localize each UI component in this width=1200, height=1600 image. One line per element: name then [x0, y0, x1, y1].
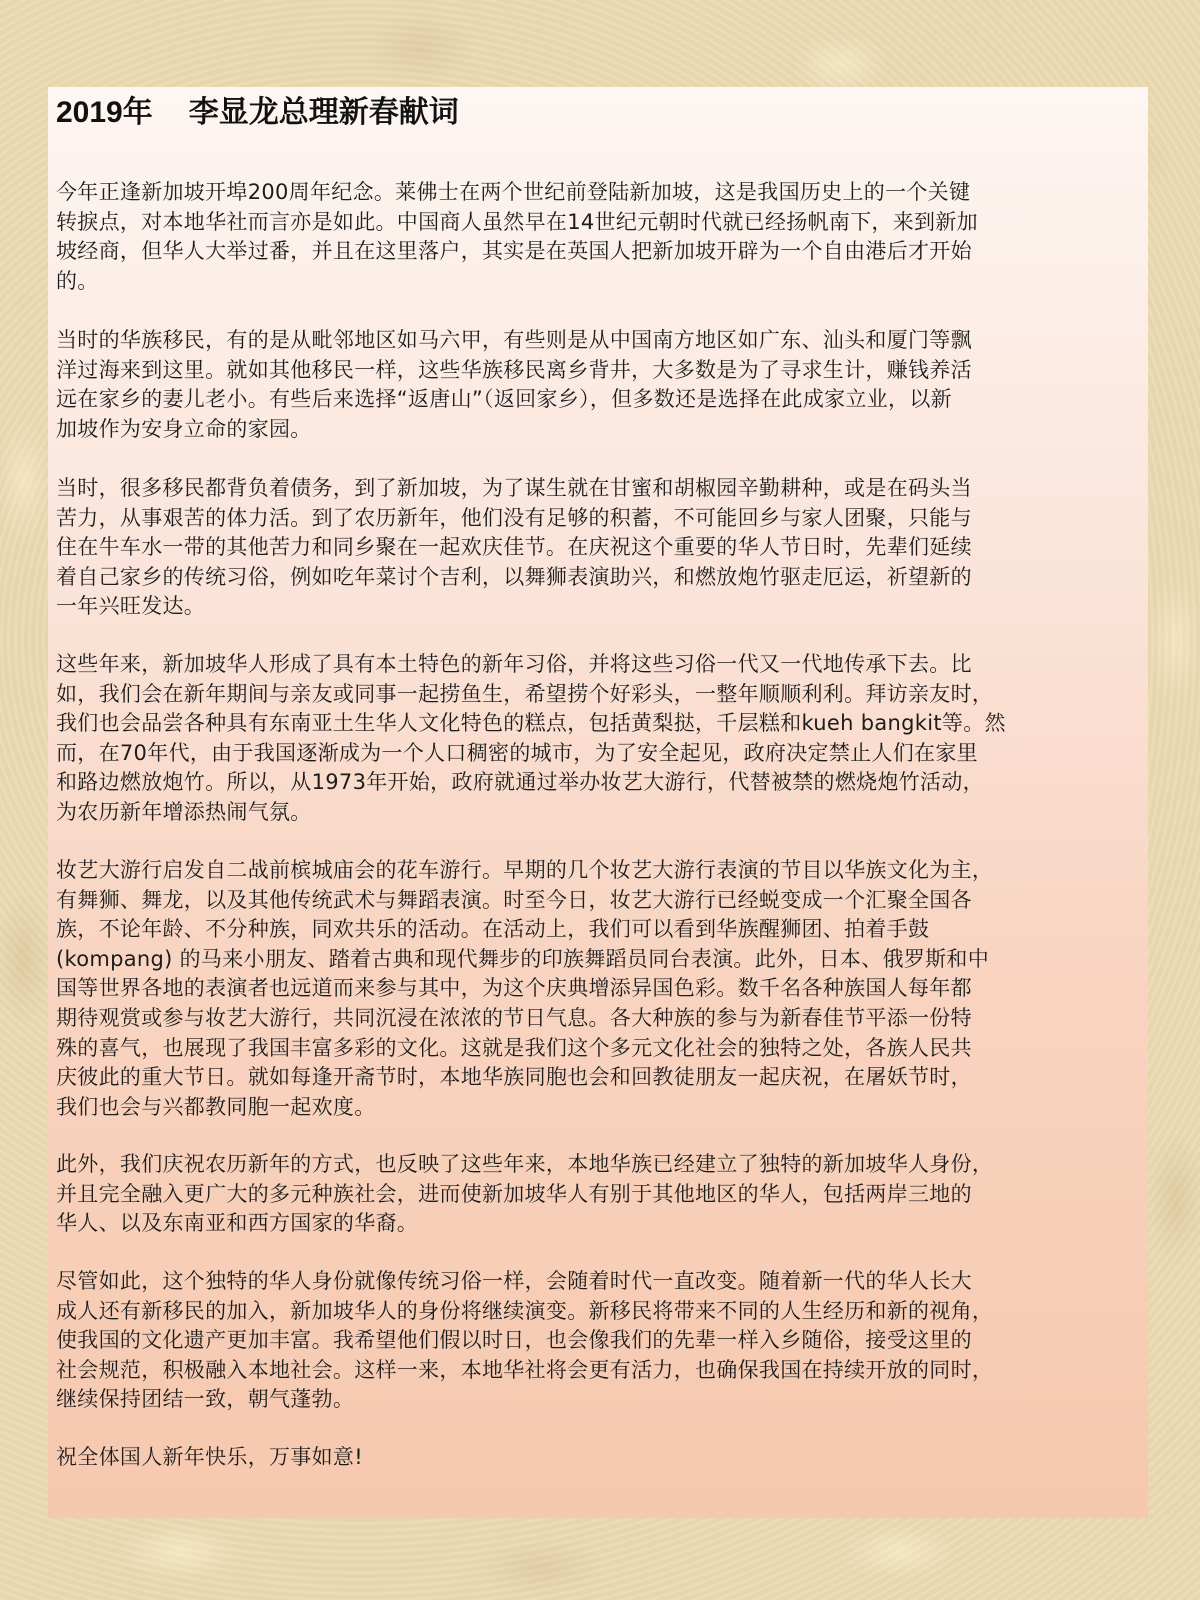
document-title — [56, 93, 459, 133]
text-line: 远在家乡的妻儿老小。有些后来选择“返唐山”（返回家乡），但多数还是选择在此成家立业，以新 — [56, 387, 952, 412]
title-year: 2019年 — [56, 96, 153, 129]
text-line: 殊的喜气，也展现了我国丰富多彩的文化。这就是我们这个多元文化社会的独特之处，各族人民共 — [56, 1035, 972, 1060]
text-line: 并且完全融入更广大的多元种族社会，进而使新加坡华人有别于其他地区的华人，包括两岸三地的 — [56, 1181, 972, 1206]
text-line: 一年兴旺发达。 — [56, 594, 206, 619]
paragraph-1 — [56, 178, 1146, 296]
text-line: 转捩点，对本地华社而言亦是如此。中国商人虽然早在14世纪元朝时代就已经扬帆南下，来到新加 — [56, 209, 978, 234]
text-line: 使我国的文化遗产更加丰富。我希望他们假以时日，也会像我们的先辈一样入乡随俗，接受这里的 — [56, 1328, 972, 1353]
text-line: 此外，我们庆祝农历新年的方式，也反映了这些年来，本地华族已经建立了独特的新加坡华人身份， — [56, 1152, 994, 1176]
text-line: 庆彼此的重大节日。就如每逢开斋节时，本地华族同胞也会和回教徒朋友一起庆祝，在屠妖节时， — [56, 1065, 972, 1090]
text-line: 社会规范，积极融入本地社会。这样一来，本地华社将会更有活力，也确保我国在持续开放的同时， — [56, 1357, 994, 1382]
document-panel — [48, 87, 1148, 1518]
text-line: 今年正逢新加坡开埠200周年纪念。莱佛士在两个世纪前登陆新加坡，这是我国历史上的一个关键 — [56, 180, 971, 204]
paragraph-6 — [56, 1150, 1146, 1239]
text-line: 继续保持团结一致，朝气蓬勃。 — [56, 1387, 355, 1412]
text-line: 当时的华族移民，有的是从毗邻地区如马六甲，有些则是从中国南方地区如广东、汕头和厦门等飘 — [56, 328, 972, 352]
paragraph-2 — [56, 326, 1146, 444]
text-line: 加坡作为安身立命的家园。 — [56, 416, 312, 441]
text-line: 的。 — [56, 268, 99, 293]
paragraph-7 — [56, 1267, 1146, 1415]
text-line: 有舞狮、舞龙，以及其他传统武术与舞蹈表演。时至今日，妆艺大游行已经蜕变成一个汇聚全国各 — [56, 887, 972, 912]
text-line: 妆艺大游行启发自二战前槟城庙会的花车游行。早期的几个妆艺大游行表演的节目以华族文化为主， — [56, 858, 994, 882]
text-line: 如，我们会在新年期间与亲友或同事一起捞鱼生，希望捞个好彩头，一整年顺顺利利。拜访亲友时， — [56, 681, 994, 706]
paragraph-5 — [56, 856, 1146, 1122]
text-line: 为农历新年增添热闹气氛。 — [56, 799, 312, 824]
text-line: 着自己家乡的传统习俗，例如吃年菜讨个吉利，以舞狮表演助兴，和燃放炮竹驱走厄运，祈望新的 — [56, 564, 972, 589]
text-line: 祝全体国人新年快乐，万事如意! — [56, 1445, 363, 1469]
text-line: 成人还有新移民的加入，新加坡华人的身份将继续演变。新移民将带来不同的人生经历和新的视角， — [56, 1298, 994, 1323]
text-line: 华人、以及东南亚和西方国家的华裔。 — [56, 1211, 419, 1236]
text-line: 族，不论年龄、不分种族，同欢共乐的活动。在活动上，我们可以看到华族醒狮团、拍着手鼓 — [56, 917, 930, 942]
paragraph-4 — [56, 650, 1146, 828]
text-line: 住在牛车水一带的其他苦力和同乡聚在一起欢庆佳节。在庆祝这个重要的华人节日时，先辈们延续 — [56, 535, 972, 560]
text-line: 苦力，从事艰苦的体力活。到了农历新年，他们没有足够的积蓄，不可能回乡与家人团聚，只能与 — [56, 505, 972, 530]
text-line: 尽管如此，这个独特的华人身份就像传统习俗一样，会随着时代一直改变。随着新一代的华人长大 — [56, 1269, 972, 1293]
text-line: 而，在70年代，由于我国逐渐成为一个人口稠密的城市，为了安全起见，政府决定禁止人们在家里 — [56, 740, 978, 765]
text-line: 洋过海来到这里。就如其他移民一样，这些华族移民离乡背井，大多数是为了寻求生计，赚钱养活 — [56, 357, 972, 382]
text-line: (kompang) 的马来小朋友、踏着古典和现代舞步的印族舞蹈员同台表演。此外，日本、俄罗斯和中 — [56, 946, 990, 971]
text-line: 我们也会品尝各种具有东南亚土生华人文化特色的糕点，包括黄梨挞，千层糕和kueh bangkit等。然 — [56, 711, 1006, 736]
text-line: 期待观赏或参与妆艺大游行，共同沉浸在浓浓的节日气息。各大种族的参与为新春佳节平添一份特 — [56, 1005, 972, 1030]
paragraph-3 — [56, 474, 1146, 622]
text-line: 坡经商，但华人大举过番，并且在这里落户，其实是在英国人把新加坡开辟为一个自由港后才开始 — [56, 239, 972, 264]
text-line: 当时，很多移民都背负着债务，到了新加坡，为了谋生就在甘蜜和胡椒园辛勤耕种，或是在码头当 — [56, 476, 972, 500]
text-line: 和路边燃放炮竹。所以，从1973年开始，政府就通过举办妆艺大游行，代替被禁的燃烧炮竹活动， — [56, 770, 984, 795]
closing-greeting — [56, 1443, 1146, 1473]
text-line: 我们也会与兴都教同胞一起欢度。 — [56, 1094, 376, 1119]
text-line: 国等世界各地的表演者也远道而来参与其中，为这个庆典增添异国色彩。数千名各种族国人每年都 — [56, 976, 972, 1001]
text-line: 这些年来，新加坡华人形成了具有本土特色的新年习俗，并将这些习俗一代又一代地传承下去。比 — [56, 652, 972, 676]
title-text: 李显龙总理新春献词 — [188, 96, 459, 129]
